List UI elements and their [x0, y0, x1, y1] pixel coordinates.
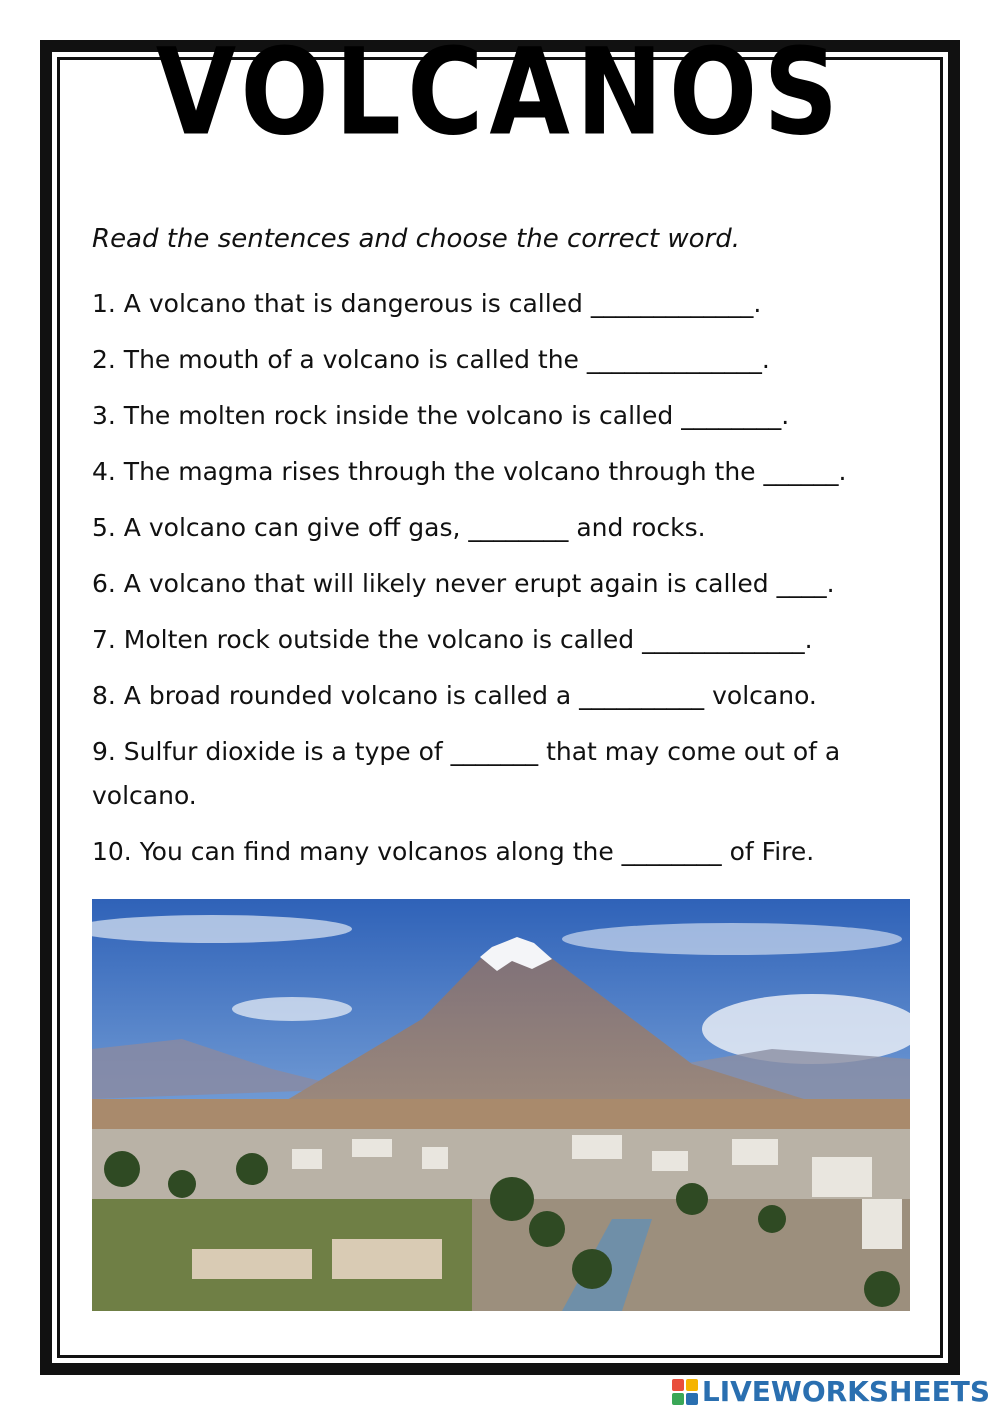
question-6: 6. A volcano that will likely never erupt again is called ____.: [92, 569, 835, 598]
question-7: 7. Molten rock outside the volcano is called _____________.: [92, 625, 813, 654]
question-8: 8. A broad rounded volcano is called a __________ volcano.: [92, 681, 817, 710]
question-9: 9. Sulfur dioxide is a type of _______ that may come out of a volcano.: [92, 737, 841, 810]
page-title: VOLCANOS: [155, 21, 845, 163]
brand-text: LIVEWORKSHEETS: [701, 1375, 990, 1408]
question-1: 1. A volcano that is dangerous is called _____________.: [92, 289, 762, 318]
volcano-photo: [92, 899, 910, 1311]
question-5: 5. A volcano can give off gas, ________ and rocks.: [92, 513, 706, 542]
logo-icon: [672, 1379, 698, 1405]
liveworksheets-logo: [672, 1375, 990, 1408]
instruction-text: Read the sentences and choose the correct word.: [92, 224, 740, 254]
question-3: 3. The molten rock inside the volcano is called ________.: [92, 401, 790, 430]
question-10: 10. You can find many volcanos along the ________ of Fire.: [92, 837, 815, 866]
question-list: [92, 282, 922, 886]
question-2: 2. The mouth of a volcano is called the ______________.: [92, 345, 770, 374]
question-4: 4. The magma rises through the volcano through the ______.: [92, 457, 847, 486]
